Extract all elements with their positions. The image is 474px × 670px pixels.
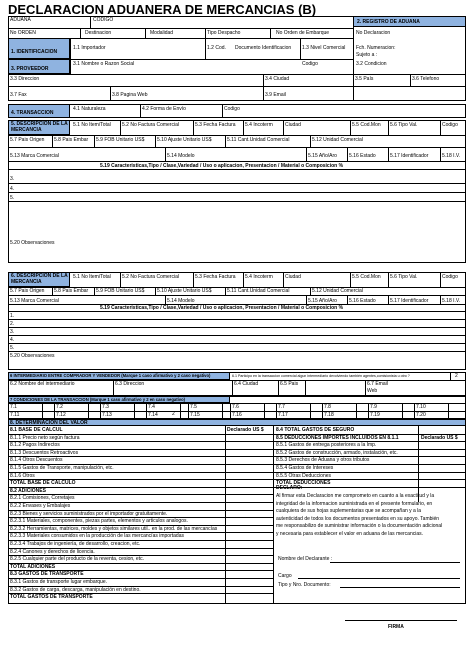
d2-row-3: 3.	[10, 329, 15, 335]
proveedor-telefono-label: 3.6 Telefono	[412, 76, 440, 82]
d2-item-label: 5.1 No Item/Total	[73, 274, 111, 280]
tipo-despacho-label: Tipo Despacho	[207, 30, 241, 36]
cargo-label: Cargo	[278, 573, 292, 579]
d1-marca-label: 5.13 Marca Comercial	[10, 153, 59, 159]
d2-pais-origen-label: 5.7 Pais Origen	[10, 288, 45, 294]
valor-base: 8.1 BASE DE CALCUL	[10, 427, 63, 433]
d2-cod-mon-label: 5.5 Cod.Mon	[352, 274, 381, 280]
intermediario-pais-label: 6.5 Pais	[280, 381, 299, 387]
firma-label: FIRMA	[388, 624, 404, 630]
valor-label: 8. DETERMINACION DEL VALOR	[10, 420, 88, 426]
cond-divider	[222, 403, 223, 419]
d1-cant-label: 5.11 Cant.Unidad Comercial	[227, 137, 290, 143]
d2-row-1: 1.	[10, 313, 15, 319]
cond-divider	[230, 403, 231, 419]
d2-observaciones-label: 5.20 Observaciones	[10, 353, 55, 359]
cond-label-13: 7.13	[102, 412, 112, 418]
d1-anio-label: 5.15 Año/Aro	[308, 153, 337, 159]
d1-ciudad-label: Ciudad	[285, 122, 301, 128]
cond-label-1: 7.1	[10, 404, 17, 410]
cond-divider	[42, 403, 43, 419]
valor-deducciones: 8.5 DEDUCCIONES IMPORTES INCLUIDOS EN 8.1.1	[276, 434, 399, 441]
valor-gastos-transporte: 8.1.5 Gastos de Transporte, manipulación, etc.	[10, 465, 114, 471]
transaccion-label: 4. TRANSACCION	[11, 110, 54, 116]
d2-ajuste-label: 5.10 Ajuste Unitario US$	[157, 288, 212, 294]
condiciones-label: 7 CONDICIONES DE LA TRANSACCION (Marque 1 caso afirmativo y 2 en caso negativo)	[10, 397, 186, 402]
codigo-label: CODIGO	[93, 17, 114, 23]
valor-canones: 8.2.4 Canones y derechos de licencia.	[10, 548, 95, 555]
d2-marca-label: 5.13 Marca Comercial	[10, 298, 59, 304]
importador-label: 1.1 Importador	[73, 45, 106, 51]
valor-trabajos: 8.2.3.4 Trabajos de ingeniería, de desarrollo, creacion, etc.	[10, 541, 141, 547]
participa-value: 2	[455, 373, 458, 379]
declaro-line: autenticidad de todos los documentos presentados en su apoyo. También	[276, 515, 440, 522]
cond-divider	[322, 403, 323, 419]
proveedor-nombre-label: 3.1 Nombre o Razon Social	[73, 61, 135, 67]
cond-label-7: 7.7	[278, 404, 285, 410]
d1-tipo-val-label: 5.6 Tipo Val.	[390, 122, 418, 128]
valor-row-line	[8, 603, 273, 604]
valor-precio: 8.1.1 Precio neto según factura	[10, 434, 80, 441]
valor-total-adiciones: TOTAL ADICIONES	[10, 563, 56, 570]
declaro-line: me responsabilizo de suministrar información o la documentación adicional	[276, 523, 443, 529]
intermediario-email-label: 6.7 Email	[367, 381, 388, 387]
cond-label-5: 7.5	[190, 404, 197, 410]
page-title: DECLARACION ADUANERA DE MERCANCIAS (B)	[8, 2, 317, 17]
declaro-line: Al firmar esta Declaracion me comprometo en cuanto a la exactitud y la	[276, 493, 435, 499]
valor-row-line	[273, 487, 466, 488]
cond-label-14: 7.14	[148, 412, 158, 418]
forma-envio-label: 4.2 Forma de Envío	[142, 106, 186, 112]
modalidad-label: Modalidad	[150, 30, 174, 36]
cond-divider	[414, 403, 415, 419]
valor-seguro: 8.4 TOTAL GASTOS DE SEGURO	[276, 427, 355, 433]
d1-identificador-label: 5.17 Identificador	[390, 153, 429, 159]
d1-unidad-label: 5.12 Unidad Comercial	[312, 137, 363, 143]
no-orden-label: No ORDEN	[10, 30, 36, 36]
descripcion2-label: 6. DESCRIPCION DE LA MERCANCIA	[11, 273, 68, 285]
cond-label-6: 7.6	[232, 404, 239, 410]
valor-d3: 8.5.3 Derechos de Aduana y otros tributos	[276, 457, 370, 464]
intermediario-ciudad-label: 6.4 Ciudad	[234, 381, 259, 387]
cond-label-18: 7.18	[324, 412, 334, 418]
d1-ajuste-label: 5.10 Ajuste Unitario US$	[157, 137, 212, 143]
cond-label-4: 7.4	[148, 404, 155, 410]
d1-pais-embar-label: 5.8 Pais Embar	[54, 137, 89, 143]
proveedor-label: 3. PROVEEDOR	[11, 66, 49, 72]
d2-pais-embar-label: 5.8 Pais Embar	[54, 288, 89, 294]
declarado2-label: Declarado US $	[421, 435, 458, 441]
d2-row-5: 5.	[10, 345, 15, 351]
d1-fecha-label: 5.3 Fecha Factura	[195, 122, 236, 128]
proveedor-pais-label: 3.5 País	[355, 76, 374, 82]
intermediario-direccion-label: 6.3 Direccion	[115, 381, 145, 387]
d2-cant-label: 5.11 Cant.Unidad Comercial	[227, 288, 290, 294]
valor-d5: 8.5.5 Otras Deducciones	[276, 472, 332, 479]
cond-divider	[188, 403, 189, 419]
d1-iv-label: 5.18 I.V.	[442, 153, 461, 159]
d2-fecha-label: 5.3 Fecha Factura	[195, 274, 236, 280]
cond-divider	[146, 403, 147, 419]
d2-incoterm-label: 5.4 Incoterm	[245, 274, 273, 280]
valor-d2: 8.5.2 Gastos de construcción, armado, instalación, etc.	[276, 449, 398, 456]
valor-producto: 8.2.5 Cualquier parte del producto de la reventa, cesion, etc.	[10, 556, 144, 563]
cond-divider	[180, 403, 181, 419]
cond-divider	[356, 403, 357, 419]
cond-divider	[448, 403, 449, 419]
cond-divider	[310, 403, 311, 419]
nombre-declarante-label: Nombre del Declarante :	[278, 556, 333, 562]
d2-fob-label: 5.9 FOB Unitario US$	[96, 288, 145, 294]
tipo-doc-label: Tipo y Nro. Documento:	[278, 582, 331, 588]
d1-estado-label: 5.16 Estado	[349, 153, 376, 159]
d2-row-2: 2.	[10, 321, 15, 327]
cond-divider	[368, 403, 369, 419]
cond-label-9: 7.9	[370, 404, 377, 410]
d1-factura-label: 5.2 No Factura Comercial	[122, 122, 179, 128]
cond-divider	[402, 403, 403, 419]
cond-label-16: 7.16	[232, 412, 242, 418]
d2-iv-label: 5.18 I.V.	[442, 298, 461, 304]
d1-row-5: 5.	[10, 195, 15, 201]
intermediario-label: 6 INTERMEDIARIO ENTRE COMPRADOR Y VENDEDOR (Marque 1 caso afirmativo y 2 caso negativo)	[10, 373, 211, 378]
sujeto-a-label: Sujeto a :	[356, 52, 378, 58]
participa-label: 6.1 Participo en la transaccion comercial algun intermediario devolviendo también agentes,comisionista u otro ?	[232, 374, 410, 378]
valor-row-line	[8, 487, 273, 488]
d1-cod-mon-label: 5.5 Cod.Mon	[352, 122, 381, 128]
cond-divider	[134, 403, 135, 419]
proveedor-email-label: 3.9 Email	[265, 92, 286, 98]
cond-divider	[54, 403, 55, 419]
d2-modelo-label: 5.14 Modelo	[167, 298, 195, 304]
d1-observaciones-label: 5.20 Observaciones	[10, 240, 55, 246]
d2-codigo-label: Codigo	[442, 274, 458, 280]
valor-gastos-tr1: 8.3.1 Gastos de transporte lugar embarque.	[10, 579, 108, 585]
proveedor-fax-label: 3.7 Fax	[10, 92, 27, 98]
cond-label-20: 7.20	[416, 412, 426, 418]
cond-label-11: 7.11	[10, 412, 20, 418]
no-declaracion-label: No Declaracion	[356, 30, 391, 36]
proveedor-condicion-label: 3.2 Condicion	[356, 61, 387, 67]
valor-mat-comp: 8.2.3.1 Materiales, componentes, piezas partes, elementos y articulos analogos.	[10, 518, 188, 525]
cond-divider	[100, 403, 101, 419]
aduana-label: ADUANA	[10, 17, 31, 23]
d2-tipo-val-label: 5.6 Tipo Val.	[390, 274, 418, 280]
valor-herramientas: 8.2.3.2 Herramientas, matrices, moldes y objetos similares util.. en la prod. de las mercancías	[10, 525, 218, 532]
transaccion-codigo-label: Codigo	[224, 106, 240, 112]
valor-mat-consum: 8.2.3.3 Materiales consumidos en la producción de las mercancías importadas	[10, 533, 184, 540]
valor-total-base: TOTAL BASE DE CALCULO	[10, 480, 76, 487]
d2-identificador-label: 5.17 Identificador	[390, 298, 429, 304]
declaro-line: y necesaria para establecer el valor en aduana de las mercancias.	[276, 530, 424, 537]
cond-label-2: 7.2	[56, 404, 63, 410]
proveedor-web-label: 3.8 Pagina Web	[112, 92, 148, 98]
declaro-label: DECLARO:	[276, 485, 303, 491]
valor-row-line	[8, 472, 273, 473]
d2-ciudad-label: Ciudad	[285, 274, 301, 280]
cond-label-15: 7.15	[190, 412, 200, 418]
declaro-line: cualquiera de sus hojas suplementarias que se acompañan y a la	[276, 508, 422, 514]
declaro-line: integridad de la informacion suministrada en el presente formulario, en	[276, 500, 433, 507]
d1-row-3: 3.	[10, 176, 15, 182]
valor-pagos: 8.1.2 Pagos Indirectos	[10, 442, 60, 449]
valor-total-ded: TOTAL DEDUCCIONES	[276, 480, 331, 487]
cond-label-12: 7.12	[56, 412, 66, 418]
identificacion-label: 1. IDENTIFICACION	[11, 49, 58, 55]
no-orden-embarque-label: No Orden de Embarque	[276, 30, 330, 36]
nivel-comercial-label: 1.3 Nivel Comercial	[302, 45, 346, 51]
doc-ident-label: Documento Identificacion	[235, 45, 292, 51]
valor-envases: 8.2.2 Envases y Embalajes	[10, 503, 71, 509]
valor-bienes: 8.2.3 Bienes y servicios suministrados por el importador gratuitamente.	[10, 510, 168, 517]
cond-label-3: 7.3	[102, 404, 109, 410]
d2-caract-label: 5.19 Caracteristicas,Tipo / Clase,Variedad / Uso o aplicacion, Presentacion / Material o Composicion %	[100, 305, 344, 311]
naturaleza-label: 4.1 Naturaleza	[73, 106, 106, 112]
valor-d4: 8.5.4 Gastos de Intereses	[276, 465, 334, 471]
d1-codigo-label: Codigo	[442, 122, 458, 128]
cond-label-10: 7.10	[416, 404, 426, 410]
valor-adiciones: 8.2 ADICIONES	[10, 487, 46, 494]
valor-otros-desc: 8.1.4 Otros Descuentos	[10, 457, 63, 464]
cond-label-19: 7.19	[370, 412, 380, 418]
d1-fob-label: 5.9 FOB Unitario US$	[96, 137, 145, 143]
proveedor-ciudad-label: 3.4 Ciudad	[265, 76, 290, 82]
d1-row-4: 4.	[10, 186, 15, 192]
d1-incoterm-label: 5.4 Incoterm	[245, 122, 273, 128]
proveedor-codigo-label: Codigo	[302, 61, 318, 67]
cond-divider	[276, 403, 277, 419]
valor-total-gastos: TOTAL GASTOS DE TRANSPORTE	[10, 594, 93, 601]
d1-caract-label: 5.19 Caracteristicas,Tipo / Clase,Variedad / Uso o aplicacion, Presentacion / Material o Composicion %	[100, 163, 344, 169]
descripcion1-label: 5. DESCRIPCION DE LA MERCANCIA	[11, 121, 68, 133]
d1-item-label: 5.1 No Item/Total	[73, 122, 111, 128]
valor-otros: 8.1.6 Otros	[10, 472, 35, 479]
valor-d1: 8.5.1 Gastos de entrega posteriores a la Imp.	[276, 442, 377, 449]
d2-estado-label: 5.16 Estado	[349, 298, 376, 304]
registro-aduana-label: 2. REGISTRO DE ADUANA	[357, 19, 420, 25]
intermediario-nombre-label: 6.2 Nombre del intermediario	[10, 381, 75, 387]
cond-divider	[264, 403, 265, 419]
valor-gastos-tr: 8.3 GASTOS DE TRANSPORTE	[10, 571, 84, 578]
valor-descuentos: 8.1.3 Descuentos Retroactivos	[10, 449, 79, 456]
cond-label-17: 7.17	[278, 412, 288, 418]
cond-label-8: 7.8	[324, 404, 331, 410]
d2-anio-label: 5.15 Año/Aro	[308, 298, 337, 304]
fch-numeracion-label: Fch. Numeracion:	[356, 45, 396, 51]
cod-label: 1.2 Cod.	[207, 45, 226, 51]
d1-modelo-label: 5.14 Modelo	[167, 153, 195, 159]
cond-divider	[88, 403, 89, 419]
intermediario-web-label: Web	[367, 388, 378, 394]
valor-comisiones: 8.2.1 Comisiones, Corretajes	[10, 495, 75, 502]
d2-row-4: 4.	[10, 337, 15, 343]
valor-gastos-tr2: 8.3.2 Gastos de carga, descarga, manipulación en destino.	[10, 586, 141, 593]
d2-factura-label: 5.2 No Factura Comercial	[122, 274, 179, 280]
d2-unidad-label: 5.12 Unidad Comercial	[312, 288, 363, 294]
destinacion-label: Destinacion	[85, 30, 112, 36]
declarado-label: Declarado US $	[227, 427, 264, 433]
cond-7-14-value: 2	[172, 411, 175, 417]
d1-pais-origen-label: 5.7 Pais Origen	[10, 137, 45, 143]
proveedor-direccion-label: 3.3 Direccion	[10, 76, 40, 82]
